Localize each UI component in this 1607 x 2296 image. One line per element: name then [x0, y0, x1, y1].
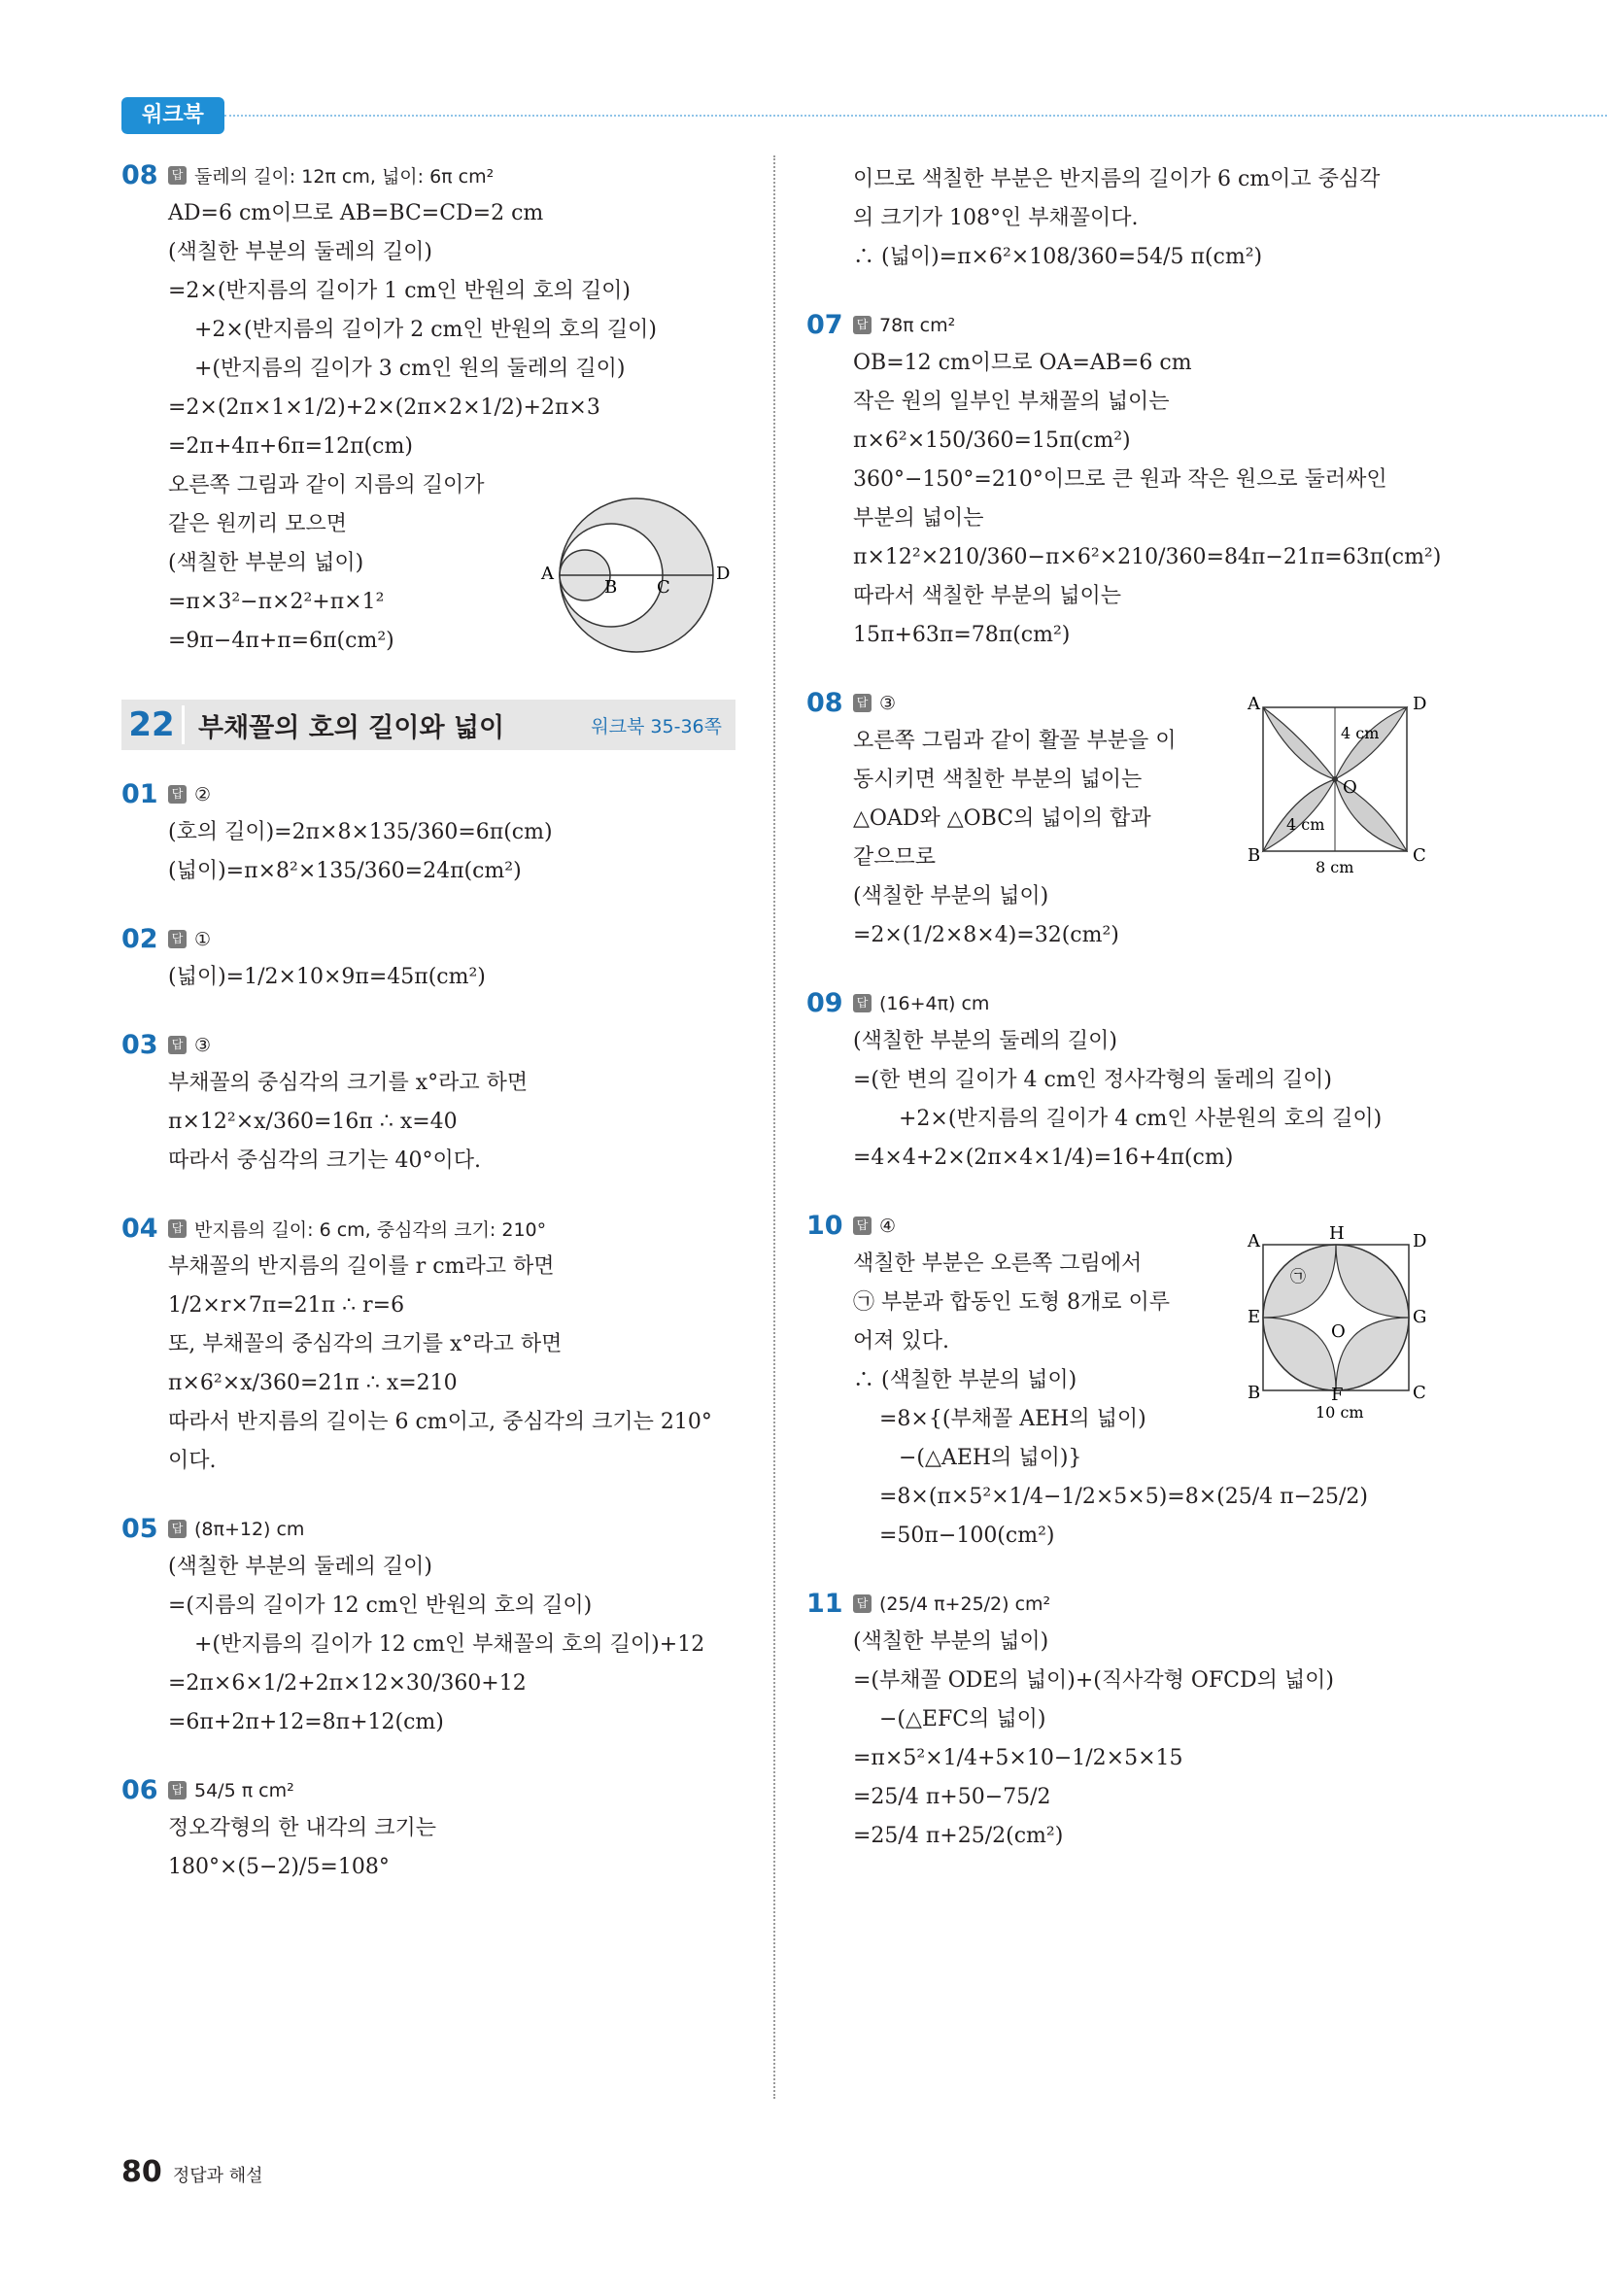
solution-line: =9π−4π+π=6π(cm²): [168, 629, 394, 653]
label-o: O: [1343, 777, 1357, 798]
footer-label: 정답과 해설: [172, 2166, 263, 2186]
solution-line: =6π+2π+12=8π+12(cm): [168, 1710, 444, 1734]
problem-number: 04: [121, 1214, 158, 1244]
solution-line: 따라서 중심각의 크기는 40°이다.: [168, 1148, 481, 1173]
solution-line: +2×(반지름의 길이가 2 cm인 반원의 호의 길이): [194, 318, 657, 342]
problem-number: 02: [121, 924, 158, 954]
solution-line: 색칠한 부분은 오른쪽 그림에서: [853, 1251, 1143, 1276]
label-f: F: [1331, 1385, 1344, 1405]
right-column: [806, 160, 1448, 1889]
solution-line: 15π+63π=78π(cm²): [853, 623, 1071, 647]
problem-number: 07: [806, 310, 843, 340]
length-label: 4 cm: [1341, 724, 1380, 742]
center-point: [1332, 776, 1338, 782]
solution-line: π×12²×x/360=16π ∴ x=40: [168, 1110, 458, 1134]
page-footer: [121, 2155, 263, 2189]
solution-line: =(지름의 길이가 12 cm인 반원의 호의 길이): [168, 1593, 593, 1618]
solution-line: =8×{(부채꼴 AEH의 넓이): [879, 1407, 1146, 1431]
answer-text: (25/4 π+25/2) cm²: [879, 1593, 1051, 1615]
solution-line: π×6²×x/360=21π ∴ x=210: [168, 1371, 458, 1395]
problem-09: [806, 988, 1448, 1178]
answer-mark: 답: [168, 1219, 187, 1238]
answer-mark: 답: [853, 694, 872, 712]
solution-line: 작은 원의 일부인 부채꼴의 넓이는: [853, 390, 1170, 414]
solution-line: (넓이)=1/2×10×9π=45π(cm²): [168, 965, 486, 989]
solution-line: 정오각형의 한 내각의 크기는: [168, 1816, 437, 1840]
answer-mark: 답: [168, 1036, 187, 1054]
problem-08: [806, 688, 1448, 955]
solution-line: AD=6 cm이므로 AB=BC=CD=2 cm: [168, 201, 544, 225]
column-divider: [773, 155, 775, 2099]
label-d: D: [716, 564, 731, 584]
solution-line: 오른쪽 그림과 같이 활꼴 부분을 이: [853, 729, 1177, 753]
label-c: C: [657, 577, 670, 598]
answer-mark: 답: [168, 1520, 187, 1538]
solution-line: 어져 있다.: [853, 1329, 949, 1354]
problem-number: 08: [806, 688, 843, 718]
solution-line: 동시키면 색칠한 부분의 넓이는: [853, 768, 1143, 792]
solution-line: (색칠한 부분의 둘레의 길이): [853, 1029, 1117, 1053]
answer-mark: 답: [168, 785, 187, 804]
solution-line: 같은 원끼리 모으면: [168, 512, 348, 536]
solution-line: =π×5²×1/4+5×10−1/2×5×15: [853, 1746, 1183, 1770]
solution-line: π×6²×150/360=15π(cm²): [853, 428, 1131, 453]
solution-line: =2×(1/2×8×4)=32(cm²): [853, 923, 1119, 947]
solution-line: +2×(반지름의 길이가 4 cm인 사분원의 호의 길이): [899, 1107, 1383, 1131]
label-b: B: [1248, 1383, 1261, 1403]
label-a: A: [541, 564, 554, 584]
answer-text: (16+4π) cm: [879, 992, 990, 1014]
label-a: A: [1248, 694, 1260, 714]
solution-line: =2×(2π×1×1/2)+2×(2π×2×1/2)+2π×3: [168, 395, 600, 420]
problem-01: [121, 779, 738, 891]
solution-line: (색칠한 부분의 넓이): [853, 1629, 1049, 1654]
solution-line: (색칠한 부분의 넓이): [168, 551, 364, 575]
solution-line: 부채꼴의 반지름의 길이를 r cm라고 하면: [168, 1254, 555, 1279]
answer-text: ②: [194, 783, 212, 805]
problem-11: [806, 1589, 1448, 1856]
solution-line: 따라서 반지름의 길이는 6 cm이고, 중심각의 크기는 210°: [168, 1410, 712, 1434]
problem-number: 01: [121, 779, 158, 809]
problem-08-top: [121, 160, 738, 661]
label-b: B: [1248, 845, 1261, 866]
length-label: 4 cm: [1286, 815, 1325, 834]
solution-line: OB=12 cm이므로 OA=AB=6 cm: [853, 351, 1192, 375]
label-a: A: [1248, 1231, 1260, 1251]
solution-line: (색칠한 부분의 둘레의 길이): [168, 240, 432, 264]
label-d: D: [1413, 1231, 1427, 1251]
problem-02: [121, 924, 738, 997]
problem-number: 09: [806, 988, 843, 1018]
page-number: 80: [121, 2155, 162, 2189]
problem-03: [121, 1030, 738, 1181]
solution-line: (색칠한 부분의 둘레의 길이): [168, 1555, 432, 1579]
answer-mark: 답: [853, 994, 872, 1012]
problem-number: 08: [121, 160, 158, 190]
solution-line: =π×3²−π×2²+π×1²: [168, 590, 385, 614]
solution-line: 같으므로: [853, 845, 937, 870]
solution-line: +(반지름의 길이가 12 cm인 부채꼴의 호의 길이)+12: [194, 1632, 705, 1657]
solution-line: △OAD와 △OBC의 넓이의 합과: [853, 806, 1151, 831]
solution-line: (호의 길이)=2π×8×135/360=6π(cm): [168, 820, 553, 844]
section-pages: 워크북 35-36쪽: [591, 715, 722, 737]
answer-text: ④: [879, 1215, 897, 1237]
solution-line: 이다.: [168, 1449, 217, 1473]
solution-line: ∴ (색칠한 부분의 넓이): [853, 1368, 1077, 1392]
problem-10: [806, 1211, 1448, 1556]
label-e: E: [1248, 1307, 1261, 1327]
problem-06-continued: [806, 160, 1448, 277]
answer-text: ③: [194, 1034, 212, 1056]
answer-text: 78π cm²: [879, 314, 956, 336]
label-c: C: [1413, 1383, 1426, 1403]
solution-line: =25/4 π+50−75/2: [853, 1785, 1051, 1809]
solution-line: =2π+4π+6π=12π(cm): [168, 434, 413, 459]
solution-line: 또, 부채꼴의 중심각의 크기를 x°라고 하면: [168, 1332, 563, 1356]
problem-number: 06: [121, 1775, 158, 1805]
solution-line: 따라서 색칠한 부분의 넓이는: [853, 584, 1122, 608]
solution-line: 의 크기가 108°인 부채꼴이다.: [853, 206, 1139, 230]
section-22-header: [121, 700, 735, 750]
problem-number: 05: [121, 1514, 158, 1544]
solution-line: 오른쪽 그림과 같이 지름의 길이가: [168, 473, 485, 497]
solution-line: 1/2×r×7π=21π ∴ r=6: [168, 1293, 405, 1318]
label-c: C: [1413, 845, 1426, 866]
answer-text: ①: [194, 928, 212, 950]
solution-line: (넓이)=π×8²×135/360=24π(cm²): [168, 859, 522, 883]
solution-line: =(부채꼴 ODE의 넓이)+(직사각형 OFCD의 넓이): [853, 1668, 1334, 1693]
answer-mark: 답: [168, 166, 187, 185]
solution-line: =25/4 π+25/2(cm²): [853, 1824, 1064, 1848]
solution-line: =4×4+2×(2π×4×1/4)=16+4π(cm): [853, 1146, 1234, 1170]
answer-mark: 답: [853, 1594, 872, 1613]
problem-05: [121, 1514, 738, 1742]
solution-line: =50π−100(cm²): [879, 1524, 1055, 1548]
answer-text: 54/5 π cm²: [194, 1779, 294, 1801]
solution-line: =(한 변의 길이가 4 cm인 정사각형의 둘레의 길이): [853, 1068, 1333, 1092]
circle-in-square-figure: [1234, 1225, 1438, 1424]
solution-line: =8×(π×5²×1/4−1/2×5×5)=8×(25/4 π−25/2): [879, 1485, 1369, 1509]
length-label: 8 cm: [1316, 858, 1354, 876]
solution-line: =2×(반지름의 길이가 1 cm인 반원의 호의 길이): [168, 279, 631, 303]
solution-line: ㉠ 부분과 합동인 도형 8개로 이루: [853, 1290, 1170, 1315]
problem-number: 03: [121, 1030, 158, 1060]
answer-text: (8π+12) cm: [194, 1518, 305, 1540]
section-number: 22: [121, 705, 185, 744]
solution-line: +(반지름의 길이가 3 cm인 원의 둘레의 길이): [194, 357, 626, 381]
solution-line: 이므로 색칠한 부분은 반지름의 길이가 6 cm이고 중심각: [853, 167, 1381, 191]
label-b: B: [604, 577, 618, 598]
answer-mark: 답: [168, 1781, 187, 1799]
problem-number: 11: [806, 1589, 843, 1619]
problem-06: [121, 1775, 738, 1887]
label-o: O: [1331, 1321, 1346, 1342]
solution-line: −(△EFC의 넓이): [879, 1707, 1046, 1731]
solution-line: ∴ (넓이)=π×6²×108/360=54/5 π(cm²): [853, 245, 1263, 269]
answer-mark: 답: [168, 930, 187, 948]
solution-line: 360°−150°=210°이므로 큰 원과 작은 원으로 둘러싸인: [853, 467, 1387, 492]
solution-line: π×12²×210/360−π×6²×210/360=84π−21π=63π(cm²): [853, 545, 1442, 569]
solution-line: 180°×(5−2)/5=108°: [168, 1855, 390, 1879]
label-g: G: [1413, 1307, 1427, 1327]
answer-mark: 답: [853, 1217, 872, 1235]
header-dotted-line: [224, 115, 1607, 117]
problem-04: [121, 1214, 738, 1481]
square-petal-figure: [1234, 688, 1438, 882]
answer-text: ③: [879, 692, 897, 714]
solution-line: −(△AEH의 넓이)}: [899, 1446, 1082, 1470]
solution-line: 부채꼴의 중심각의 크기를 x°라고 하면: [168, 1071, 529, 1095]
length-label: 10 cm: [1316, 1403, 1364, 1422]
solution-line: (색칠한 부분의 넓이): [853, 884, 1049, 908]
answer-text: 둘레의 길이: 12π cm, 넓이: 6π cm²: [194, 166, 495, 188]
region-label: ㉠: [1290, 1267, 1307, 1285]
answer-mark: 답: [853, 316, 872, 334]
left-column: [121, 160, 738, 1920]
problem-07: [806, 310, 1448, 655]
section-title: 부채꼴의 호의 길이와 넓이: [198, 712, 505, 743]
label-h: H: [1329, 1223, 1345, 1244]
concentric-circles-figure: [530, 496, 731, 661]
label-d: D: [1413, 694, 1427, 714]
answer-text: 반지름의 길이: 6 cm, 중심각의 크기: 210°: [194, 1219, 547, 1241]
problem-number: 10: [806, 1211, 843, 1241]
solution-line: 부분의 넓이는: [853, 506, 984, 531]
solution-line: =2π×6×1/2+2π×12×30/360+12: [168, 1671, 527, 1696]
workbook-tag: 워크북: [121, 97, 224, 134]
